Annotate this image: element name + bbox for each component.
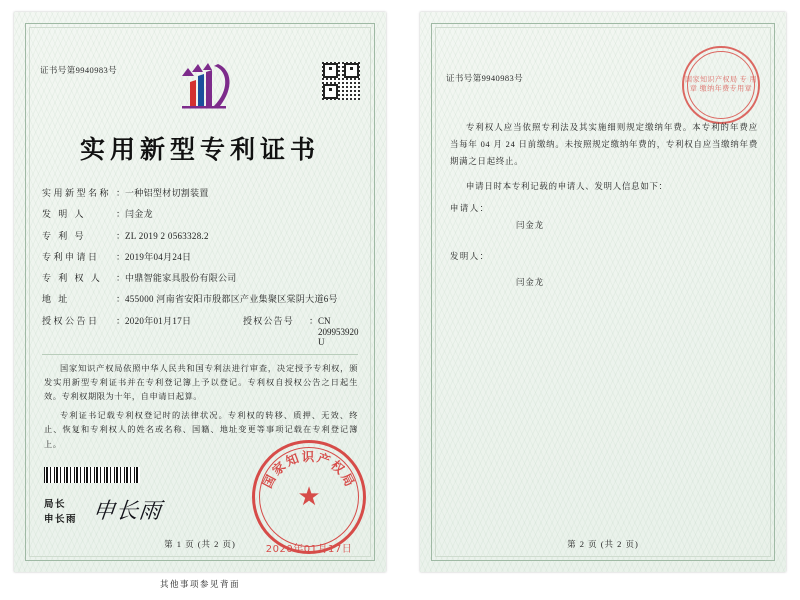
field-colon: ： xyxy=(116,273,126,284)
cnipa-logo-icon xyxy=(174,60,236,112)
field-colon: ： xyxy=(116,315,126,326)
qr-code xyxy=(322,62,360,100)
field-colon: ： xyxy=(116,230,126,241)
certificate-number-left: 证书号第9940983号 xyxy=(40,65,118,75)
field-row-grant xyxy=(42,315,359,348)
annual-fee-seal xyxy=(682,46,760,124)
inventor-name: 闫金龙 xyxy=(516,278,545,287)
official-red-seal xyxy=(252,440,366,554)
annual-fee-notice xyxy=(450,120,758,170)
field-colon: ： xyxy=(116,209,126,220)
field-label: 发 明 人 xyxy=(42,209,87,220)
field-value: 2020年01月17日 xyxy=(125,315,192,326)
certificate-page-left xyxy=(14,12,386,572)
field-label: 地 址 xyxy=(42,294,70,305)
field-label: 实用新型名称 xyxy=(42,188,112,198)
field-label: 授权公告日 xyxy=(42,315,100,326)
field-value-secondary: CN 209953920 U xyxy=(318,315,359,348)
legal-paragraph-2: 专利证书记载专利权登记时的法律状况。专利权的转移、质押、无效、终止、恢复和专利权人的姓名或名称、国籍、地址变更等事项记载在专利登记簿上。 xyxy=(44,411,358,449)
qr-finder-top-right xyxy=(344,63,359,78)
certificate-fields xyxy=(42,188,359,359)
certificate-number-right: 证书号第9940983号 xyxy=(446,73,524,83)
page-number-right: 第 2 页 (共 2 页) xyxy=(567,539,639,549)
field-label: 专 利 权 人 xyxy=(42,273,103,284)
seal-star-icon: ★ xyxy=(297,482,321,511)
record-note: 申请日时本专利记载的申请人、发明人信息如下： xyxy=(466,182,668,191)
handwritten-signature: 申长雨 xyxy=(91,499,164,524)
field-colon: ： xyxy=(116,188,126,198)
field-value: 2019年04月24日 xyxy=(125,251,192,262)
field-row xyxy=(42,209,354,220)
page-number-left: 第 1 页 (共 2 页) xyxy=(164,539,236,549)
field-row xyxy=(42,188,354,199)
field-value: 455000 河南省安阳市殷都区产业集聚区棠阴大道6号 xyxy=(125,294,338,305)
field-row xyxy=(42,231,354,242)
field-row xyxy=(42,252,354,263)
legal-paragraph-1: 国家知识产权局依照中华人民共和国专利法进行审查，决定授予专利权，颁发实用新型专利证书并在专利登记簿上予以登记。专利权自授权公告之日起生效。专利权期限为十年，自申请日起算。 xyxy=(44,364,358,402)
applicant-label: 申请人： xyxy=(450,204,490,213)
field-value: 一种铝型材切割装置 xyxy=(125,188,209,198)
field-colon: ： xyxy=(116,294,126,305)
inventor-label: 发明人： xyxy=(450,252,490,261)
footnote: 其他事项参见背面 xyxy=(159,579,240,589)
field-value: 中鼎智能家具股份有限公司 xyxy=(125,273,237,284)
field-row xyxy=(42,294,354,305)
field-label-secondary: 授权公告号 xyxy=(243,315,295,326)
signature-block xyxy=(44,498,162,527)
director-labels xyxy=(44,498,77,527)
field-value: ZL 2019 2 0563328.2 xyxy=(125,230,209,241)
qr-finder-bottom-left xyxy=(323,84,338,99)
field-label: 专 利 号 xyxy=(42,230,87,241)
section-divider xyxy=(42,354,358,355)
annual-fee-paragraph: 专利权人应当依照专利法及其实施细则规定缴纳年费。本专利的年费应当每年 04 月 24 日前缴纳。未按照规定缴纳年费的，专利权自应当缴纳年费期满之日起终止。 xyxy=(450,123,758,166)
field-row xyxy=(42,273,354,284)
annual-fee-seal-text: 国家知识产权局 专 用 章 缴纳年费专用章 xyxy=(685,75,757,93)
field-colon: ： xyxy=(309,315,319,326)
applicant-name: 闫金龙 xyxy=(516,221,545,230)
barcode xyxy=(44,467,140,483)
field-colon: ： xyxy=(116,251,126,262)
director-title: 局长 xyxy=(44,500,67,510)
qr-finder-top-left xyxy=(323,63,338,78)
seal-date: 2020年01月17日 xyxy=(265,544,353,555)
director-name: 申长雨 xyxy=(44,514,78,525)
field-label: 专利申请日 xyxy=(42,251,100,262)
field-value: 闫金龙 xyxy=(125,209,153,220)
svg-text:国家知识产权局: 国家知识产权局 xyxy=(259,449,359,491)
certificate-title: 实用新型专利证书 xyxy=(79,135,320,164)
certificate-page-right xyxy=(420,12,786,572)
